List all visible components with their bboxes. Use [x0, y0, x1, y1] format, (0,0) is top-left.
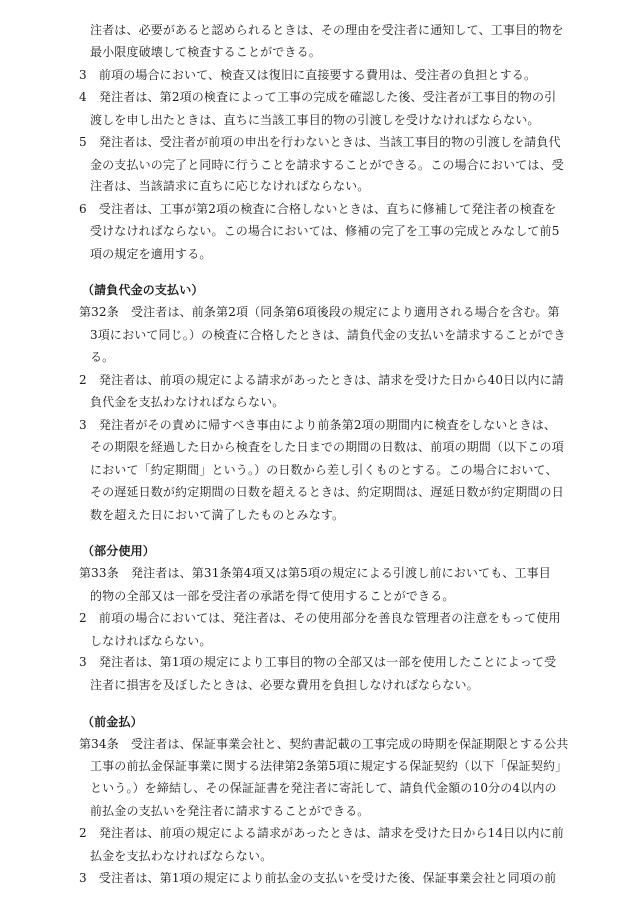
text-line: 3項において同じ。）の検査に合格したときは、請負代金の支払いを請求することができ	[90, 328, 566, 343]
text-line: る。	[90, 350, 115, 365]
text-line: 6 受注者は、工事が第2項の検査に合格しないときは、直ちに修補して発注者の検査を	[79, 202, 557, 217]
text-line: 注者は、当該請求に直ちに応じなければならない。	[90, 179, 370, 194]
text-line: 工事の前払金保証事業に関する法律第2条第5項に規定する保証契約（以下「保証契約」	[90, 759, 568, 774]
text-line: 数を超えた日において満了したものとみなす。	[90, 507, 345, 522]
text-line: しなければならない。	[90, 633, 212, 648]
text-line: 受けなければならない。この場合においては、修補の完了を工事の完成とみなして前5	[90, 224, 560, 239]
text-line: 2 前項の場合においては、発注者は、その使用部分を善良な管理者の注意をもって使用	[79, 610, 561, 625]
text-line: 前払金の支払いを発注者に請求することができる。	[90, 804, 370, 819]
text-line: 2 発注者は、前項の規定による請求があったときは、請求を受けた日から40日以内に請	[79, 373, 564, 388]
text-line: その遅延日数が約定期間の日数を超えるときは、約定期間は、遅延日数が約定期間の日	[90, 484, 564, 499]
text-line: 注者に損害を及ぼしたときは、必要な費用を負担しなければならない。	[90, 678, 479, 693]
text-line: 第33条 発注者は、第31条第4項又は第5項の規定による引渡し前においても、工事目	[79, 565, 551, 580]
text-line: 第32条 受注者は、前条第2項（同条第6項後段の規定により適用される場合を含む。第	[79, 305, 560, 320]
text-line: 最小限度破壊して検査することができる。	[90, 44, 321, 59]
text-line: 注者は、必要があると認められるときは、その理由を受注者に通知して、工事目的物を	[90, 23, 564, 37]
text-line: 的物の全部又は一部を受注者の承諾を得て使用することができる。	[90, 588, 455, 603]
section-heading: （請負代金の支払い）	[82, 283, 204, 298]
text-line: 3 前項の場合において、検査又は復旧に直接要する費用は、受注者の負担とする。	[79, 67, 537, 82]
text-line: 5 発注者は、受注者が前項の申出を行わないときは、当該工事目的物の引渡しを請負代	[79, 134, 561, 149]
text-line: 4 発注者は、第2項の検査によって工事の完成を確認した後、受注者が工事目的物の引	[79, 89, 557, 104]
text-line: その期限を経過した日から検査をした日までの期間の日数は、前項の期間（以下この項	[90, 439, 564, 454]
text-line: 3 発注者がその責めに帰すべき事由により前条第2項の期間内に検査をしないときは、	[79, 417, 557, 432]
text-line: 払金を支払わなければならない。	[90, 849, 273, 864]
text-line: 3 受注者は、第1項の規定により前払金の支払いを受けた後、保証事業会社と同項の前	[79, 871, 557, 885]
text-line: 負代金を支払わなければならない。	[90, 395, 285, 409]
text-line: 2 発注者は、前項の規定による請求があったときは、請求を受けた日から14日以内に前	[79, 826, 564, 841]
text-line: という。）を締結し、その保証証書を発注者に寄託して、請負代金額の10分の4以内の	[90, 781, 557, 796]
text-line: 項の規定を適用する。	[90, 247, 212, 262]
text-line: において「約定期間」という。）の日数から差し引くものとする。この場合において、	[90, 462, 558, 477]
text-line: 3 発注者は、第1項の規定により工事目的物の全部又は一部を使用したことによって受	[79, 655, 557, 670]
section-heading: （前金払）	[82, 714, 143, 729]
text-line: 金の支払いの完了と同時に行うことを請求することができる。この場合においては、受	[90, 157, 564, 172]
text-line: 第34条 受注者は、保証事業会社と、契約書記載の工事完成の時期を保証期限とする公共	[79, 736, 569, 751]
text-line: 渡しを申し出たときは、直ちに当該工事目的物の引渡しを受けなければならない。	[90, 112, 540, 127]
section-heading: （部分使用）	[82, 543, 155, 558]
